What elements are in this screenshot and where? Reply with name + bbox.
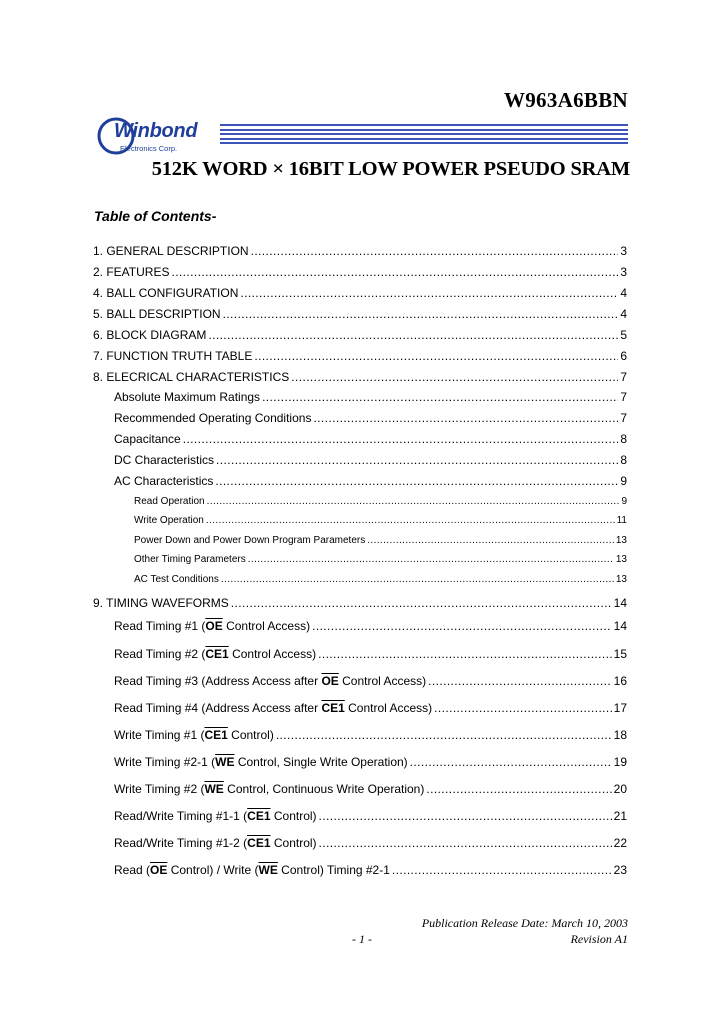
toc-entry[interactable] xyxy=(114,411,627,425)
toc-entry[interactable] xyxy=(93,244,627,258)
toc-entry[interactable] xyxy=(114,474,627,488)
toc-entry-label: AC Test Conditions xyxy=(134,574,219,585)
toc-entry-label: Absolute Maximum Ratings xyxy=(114,390,261,404)
toc-entry[interactable] xyxy=(114,619,627,633)
toc-entry-page: 13 xyxy=(615,574,627,585)
toc-heading: Table of Contents- xyxy=(94,208,217,224)
toc-entry-label: 7. FUNCTION TRUTH TABLE xyxy=(93,349,253,363)
signal-name: $\overline{OE}$ xyxy=(205,619,223,633)
toc-entry-page: 9 xyxy=(620,474,627,488)
toc-entry[interactable] xyxy=(93,286,627,300)
signal-name: $\overline{OE}$ xyxy=(150,863,168,877)
toc-entry-label: Recommended Operating Conditions xyxy=(114,411,312,425)
toc-leader xyxy=(312,619,612,633)
toc-entry-page: 7 xyxy=(620,411,627,425)
toc-entry-label: Read Timing #3 (Address Access after $\overline{OE}$ Control Access) xyxy=(114,674,427,688)
toc-entry-page: 20 xyxy=(613,782,627,796)
toc-entry-label: 1. GENERAL DESCRIPTION xyxy=(93,244,249,258)
toc-entry-page: 5 xyxy=(620,328,627,342)
toc-entry[interactable] xyxy=(114,701,627,715)
toc-leader xyxy=(231,596,612,610)
toc-entry[interactable] xyxy=(93,265,627,279)
signal-name: CE1 xyxy=(247,836,271,850)
toc-entry-label: Read ($\overline{OE}$ Control) / Write ($\overline{WE}$ Control) Timing #2-1 xyxy=(114,863,390,877)
signal-name: $\overline{OE}$ xyxy=(321,674,339,688)
toc-leader xyxy=(262,390,618,404)
toc-entry-page: 14 xyxy=(613,619,627,633)
toc-entry[interactable] xyxy=(134,515,627,526)
toc-entry-page: 8 xyxy=(620,432,627,446)
toc-entry-label: Read Timing #2 (CE1 Control Access) xyxy=(114,647,317,661)
toc-entry-page: 16 xyxy=(613,674,627,688)
toc-entry[interactable] xyxy=(134,496,627,507)
toc-entry-page: 13 xyxy=(615,554,627,565)
winbond-logo xyxy=(96,114,218,158)
toc-entry[interactable] xyxy=(134,574,627,585)
toc-leader xyxy=(216,453,618,467)
toc-entry[interactable] xyxy=(93,328,627,342)
toc-entry-label: Read Timing #1 ($\overline{OE}$ Control Access) xyxy=(114,619,311,633)
document-title: 512K WORD × 16BIT LOW POWER PSEUDO SRAM xyxy=(151,158,630,180)
part-number: W963A6BBN xyxy=(503,88,628,112)
toc-leader xyxy=(426,782,611,796)
toc-entry-page: 13 xyxy=(615,535,627,546)
toc-leader xyxy=(240,286,618,300)
revision: Revision A1 xyxy=(570,932,628,946)
toc-entry-page: 8 xyxy=(620,453,627,467)
toc-leader xyxy=(410,755,612,769)
toc-entry[interactable] xyxy=(114,674,627,688)
toc-entry-page: 19 xyxy=(613,755,627,769)
toc-entry-label: Read Operation xyxy=(134,496,205,507)
toc-entry-label: 5. BALL DESCRIPTION xyxy=(93,307,221,321)
publication-release-date: Publication Release Date: March 10, 2003 xyxy=(421,916,628,930)
logo-subtitle: Electronics Corp. xyxy=(120,144,178,153)
toc-entry-label: 6. BLOCK DIAGRAM xyxy=(93,328,207,342)
toc-entry-label: 9. TIMING WAVEFORMS xyxy=(93,596,229,610)
toc-leader xyxy=(313,411,618,425)
toc-leader xyxy=(183,432,619,446)
toc-entry[interactable] xyxy=(114,809,627,823)
toc-entry-page: 7 xyxy=(620,390,627,404)
page-number: - 1 - xyxy=(352,932,372,946)
toc-leader xyxy=(428,674,611,688)
toc-entry-label: Read/Write Timing #1-2 (CE1 Control) xyxy=(114,836,317,850)
toc-entry-page: 11 xyxy=(616,515,627,526)
toc-entry-page: 3 xyxy=(620,265,627,279)
toc-entry-label: 4. BALL CONFIGURATION xyxy=(93,286,239,300)
toc-leader xyxy=(251,244,619,258)
signal-name: CE1 xyxy=(205,647,229,661)
toc-leader xyxy=(254,349,618,363)
toc-leader xyxy=(171,265,618,279)
toc-entry-label: Power Down and Power Down Program Parameters xyxy=(134,535,366,546)
toc-leader xyxy=(208,328,618,342)
toc-leader xyxy=(392,863,612,877)
toc-leader xyxy=(319,836,612,850)
signal-name: CE1 xyxy=(204,728,228,742)
toc-entry-page: 23 xyxy=(613,863,627,877)
toc-entry[interactable] xyxy=(93,349,627,363)
toc-entry-page: 4 xyxy=(620,307,627,321)
toc-entry-page: 4 xyxy=(620,286,627,300)
toc-entry-label: Write Timing #2-1 ($\overline{WE}$ Control, Single Write Operation) xyxy=(114,755,408,769)
toc-entry-label: Write Timing #1 (CE1 Control) xyxy=(114,728,274,742)
toc-entry-page: 6 xyxy=(620,349,627,363)
toc-entry-page: 9 xyxy=(621,496,627,507)
toc-entry[interactable] xyxy=(114,836,627,850)
toc-entry-label: DC Characteristics xyxy=(114,453,215,467)
toc-entry-label: 2. FEATURES xyxy=(93,265,170,279)
toc-entry-page: 17 xyxy=(613,701,627,715)
toc-leader xyxy=(223,307,619,321)
signal-name: CE1 xyxy=(247,809,271,823)
signal-name: CE1 xyxy=(321,701,345,715)
toc-entry[interactable] xyxy=(134,554,627,565)
toc-entry-page: 15 xyxy=(613,647,627,661)
toc-leader xyxy=(434,701,611,715)
signal-name: $\overline{WE}$ xyxy=(258,863,278,877)
toc-leader xyxy=(276,728,612,742)
toc-entry-label: Write Operation xyxy=(134,515,204,526)
toc-entry[interactable] xyxy=(93,307,627,321)
toc-entry-label: Capacitance xyxy=(114,432,181,446)
toc-entry-label: 8. ELECRICAL CHARACTERISTICS xyxy=(93,370,290,384)
toc-entry-page: 14 xyxy=(613,596,627,610)
toc-entry[interactable] xyxy=(114,390,627,404)
toc-entry-page: 7 xyxy=(620,370,627,384)
toc-entry[interactable] xyxy=(114,755,627,769)
logo-word: Winbond xyxy=(114,120,198,142)
toc-leader xyxy=(318,647,612,661)
toc-entry-label: AC Characteristics xyxy=(114,474,214,488)
toc-entry-page: 18 xyxy=(613,728,627,742)
toc-leader xyxy=(319,809,612,823)
toc-entry[interactable] xyxy=(114,728,627,742)
toc-entry-label: Other Timing Parameters xyxy=(134,554,246,565)
toc-entry-label: Read Timing #4 (Address Access after CE1 Control Access) xyxy=(114,701,433,715)
toc-leader xyxy=(248,554,614,565)
toc-entry[interactable] xyxy=(114,432,627,446)
toc-entry[interactable] xyxy=(114,453,627,467)
toc-leader xyxy=(215,474,618,488)
toc-leader xyxy=(206,515,615,526)
toc-entry-page: 21 xyxy=(613,809,627,823)
signal-name: $\overline{WE}$ xyxy=(204,782,224,796)
toc-entry[interactable] xyxy=(114,863,627,877)
toc-entry-label: Write Timing #2 ($\overline{WE}$ Control, Continuous Write Operation) xyxy=(114,782,425,796)
toc-entry[interactable] xyxy=(134,535,627,546)
toc-entry-page: 3 xyxy=(620,244,627,258)
header-stripes xyxy=(220,124,628,147)
toc-entry[interactable] xyxy=(114,647,627,661)
toc-entry[interactable] xyxy=(93,596,627,610)
toc-leader xyxy=(291,370,618,384)
toc-leader xyxy=(207,496,620,507)
toc-entry[interactable] xyxy=(114,782,627,796)
toc-leader xyxy=(367,535,614,546)
toc-entry-label: Read/Write Timing #1-1 (CE1 Control) xyxy=(114,809,317,823)
toc-entry[interactable] xyxy=(93,370,627,384)
toc-entry-page: 22 xyxy=(613,836,627,850)
toc-leader xyxy=(221,574,614,585)
signal-name: $\overline{WE}$ xyxy=(215,755,235,769)
